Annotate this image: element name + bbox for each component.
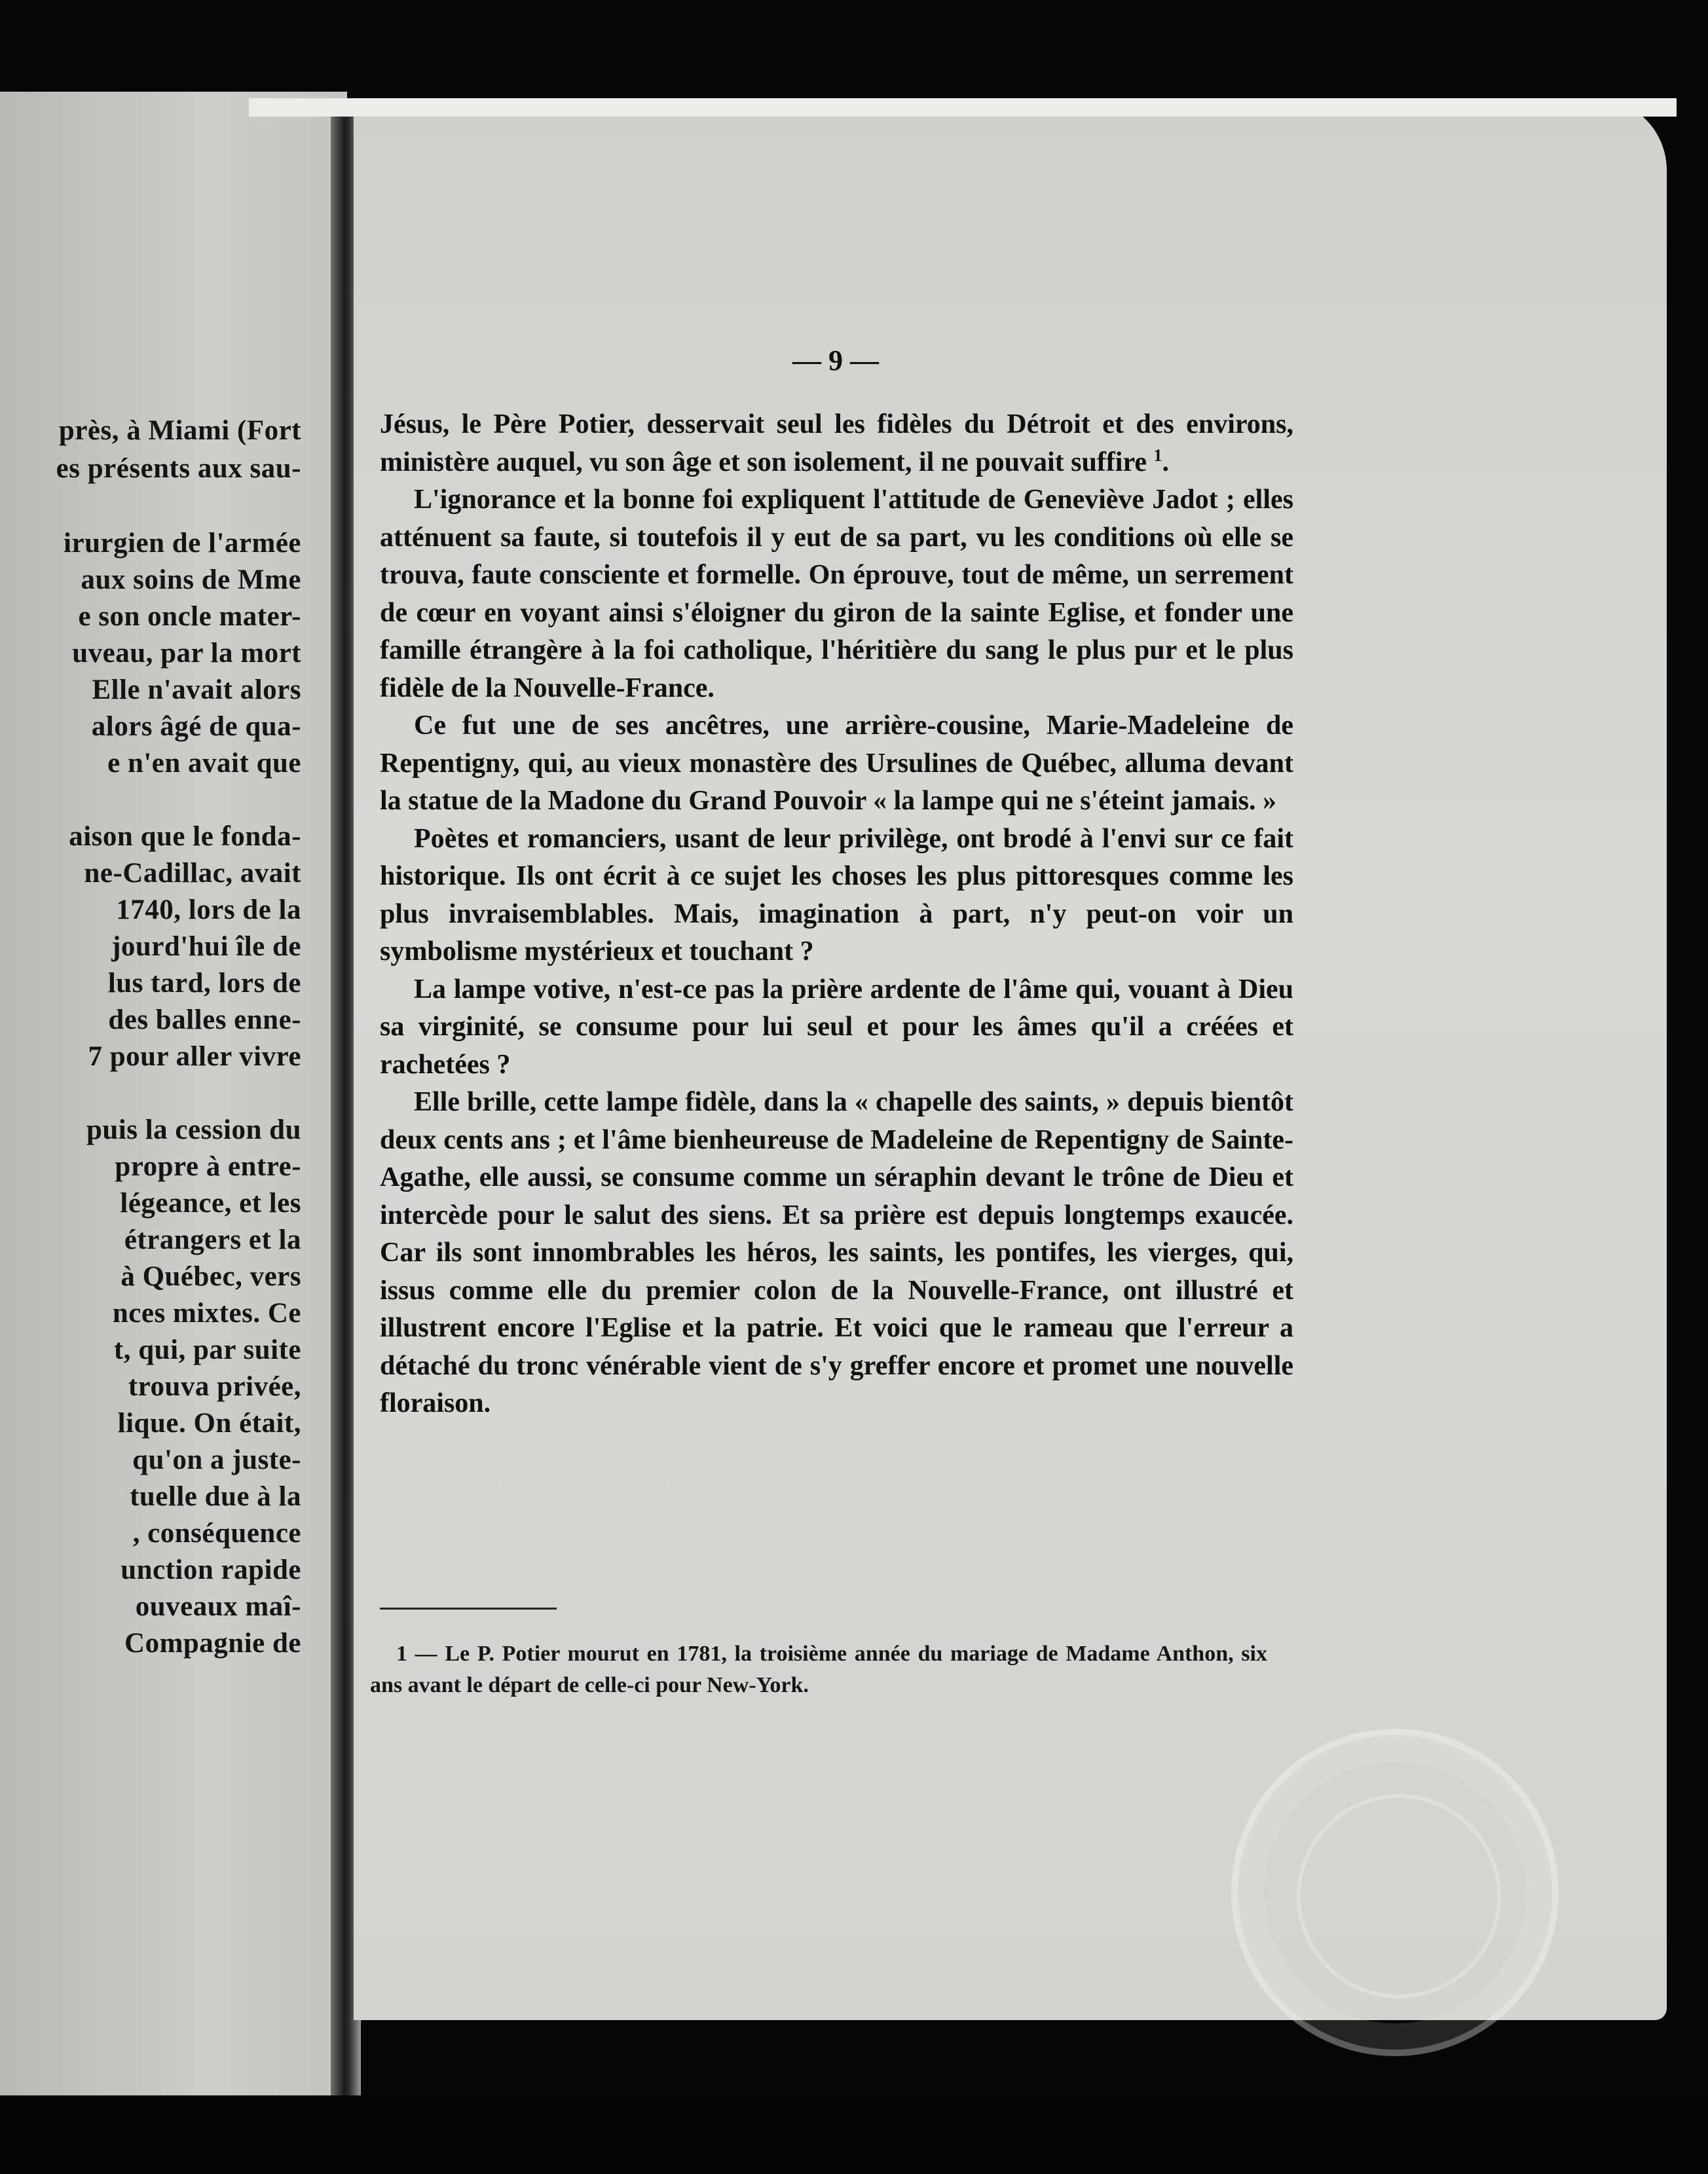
left-page-line: propre à entre- (115, 1151, 301, 1182)
left-page-line: Elle n'avait alors (92, 674, 301, 705)
body-text (380, 406, 1293, 1423)
left-page-line: lique. On était, (117, 1408, 301, 1439)
left-page-line: ouveaux maî- (135, 1591, 301, 1622)
left-page-line: ne-Cadillac, avait (84, 858, 301, 889)
left-page-line: irurgien de l'armée (64, 528, 301, 559)
left-page-line: puis la cession du (86, 1115, 301, 1145)
left-page-line: tuelle due à la (130, 1481, 301, 1512)
left-page-line: à Québec, vers (121, 1261, 301, 1292)
left-page-line: aison que le fonda- (69, 821, 301, 852)
left-page-line: trouva privée, (128, 1371, 301, 1402)
left-page-line: étrangers et la (124, 1225, 301, 1255)
left-page-line: unction rapide (121, 1555, 301, 1585)
left-page-line: 1740, lors de la (116, 894, 301, 925)
stamp-inner-ring (1297, 1794, 1501, 1999)
left-page-line: alors âgé de qua- (91, 711, 301, 742)
paragraph: Elle brille, cette lampe fidèle, dans la « chapelle des saints, » depuis bientôt deux cents ans ; et l'âme bienheureuse de Madeleine de Repentigny de Sainte-Agathe, elle aussi, se consume comme un séraphin devant le trône de Dieu et intercède pour le salut des siens. Et sa prière est depuis longtemps exaucée. Car ils sont innombrables les héros, les saints, les pontifes, les vierges, qui, issus comme elle du premier colon de la Nouvelle-France, ont illustré et illustrent encore l'Eglise et la patrie. Et voici que le rameau que l'erreur a détaché du tronc vénérable vient de s'y greffer encore et promet une nouvelle floraison. (380, 1087, 1293, 1418)
paragraph: Jésus, le Père Potier, desservait seul les fidèles du Détroit et des environs, ministère auquel, vu son âge et son isolement, il ne pouvait suffire $^1$. (380, 409, 1293, 477)
paragraph: Ce fut une de ses ancêtres, une arrière-cousine, Marie-Madeleine de Repentigny, qui, au vieux monastère des Ursulines de Québec, alluma devant la statue de la Madone du Grand Pouvoir « la lampe qui ne s'éteint jamais. » (380, 710, 1293, 816)
left-page-line: , conséquence (132, 1518, 301, 1549)
left-page-line: uveau, par la mort (72, 638, 301, 669)
page-top-edge (249, 98, 1677, 117)
footnote: 1 — Le P. Potier mourut en 1781, la troisième année du mariage de Madame Anthon, six ans avant le départ de celle-ci pour New-York. (370, 1642, 1267, 1697)
library-stamp (1231, 1729, 1559, 2056)
left-page-line: jourd'hui île de (111, 931, 301, 962)
scan-border (0, 2095, 1708, 2174)
left-page-line: e son oncle mater- (78, 601, 301, 632)
left-page-line: qu'on a juste- (132, 1445, 301, 1475)
footnote-marker: 1 (1153, 445, 1162, 465)
left-page-line: nces mixtes. Ce (112, 1298, 301, 1329)
left-page-line: 7 pour aller vivre (88, 1041, 301, 1072)
left-page-line: Compagnie de (124, 1628, 301, 1659)
left-page-line: aux soins de Mme (81, 564, 301, 595)
left-page-line: des balles enne- (108, 1004, 301, 1035)
left-page (0, 92, 347, 2095)
paragraph: Poètes et romanciers, usant de leur privilège, ont brodé à l'envi sur ce fait historique. Ils ont écrit à ce sujet les choses les plus pittoresques comme les plus invraisemblables. Mais, imagination à part, n'y peut-on voir un symbolisme mystérieux et touchant ? (380, 823, 1293, 967)
page-number: — 9 — (792, 344, 879, 377)
paragraph: La lampe votive, n'est-ce pas la prière ardente de l'âme qui, vouant à Dieu sa virginité, se consume pour lui seul et pour les âmes qu'il a créées et rachetées ? (380, 974, 1293, 1080)
left-page-line: e n'en avait que (107, 748, 301, 779)
paragraph: L'ignorance et la bonne foi expliquent l'attitude de Geneviève Jadot ; elles atténuent sa faute, si toutefois il y eut de sa part, vu les conditions où elle se trouva, faute consciente et formelle. On éprouve, tout de même, un serrement de cœur en voyant ainsi s'éloigner du giron de la sainte Eglise, et fonder une famille étrangère à la foi catholique, l'héritière du sang le plus pur et le plus fidèle de la Nouvelle-France. (380, 485, 1293, 703)
left-page-line: t, qui, par suite (113, 1335, 301, 1365)
left-page-line: lus tard, lors de (107, 968, 301, 999)
footnote-rule (380, 1608, 557, 1610)
left-page-line: légeance, et les (120, 1188, 301, 1219)
left-page-line: es présents aux sau- (56, 453, 301, 484)
left-page-line: près, à Miami (Fort (58, 415, 301, 446)
